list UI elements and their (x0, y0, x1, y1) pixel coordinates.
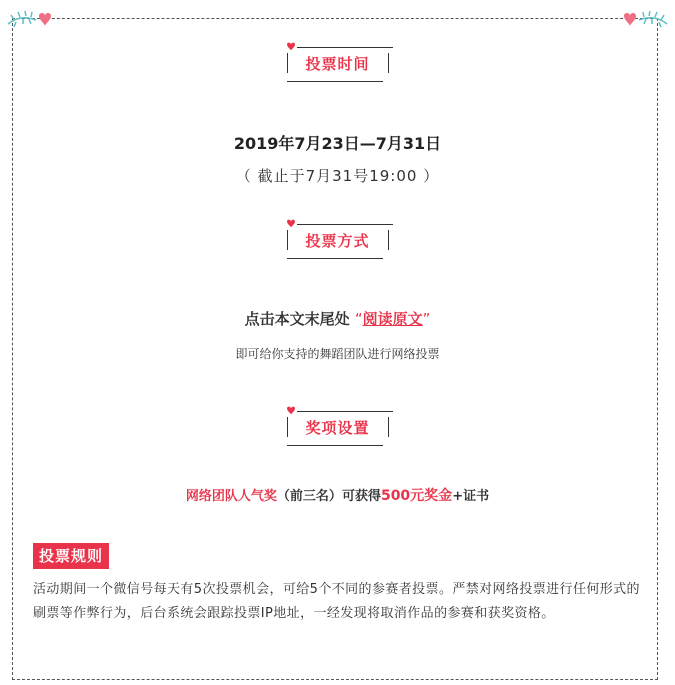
read-original-link[interactable]: 阅读原文 (362, 310, 423, 328)
section-title: 投票时间 (305, 55, 370, 73)
heart-icon (286, 41, 296, 51)
section-header-vote-method (0, 222, 675, 262)
instruction-prefix: 点击本文末尾处 (244, 310, 350, 328)
vote-subtext: 即可给你支持的舞蹈团队进行网络投票 (235, 347, 440, 361)
vote-instruction (0, 308, 675, 329)
section-title: 投票方式 (305, 232, 370, 250)
rules-label: 投票规则 (33, 543, 109, 569)
section-header-awards (0, 409, 675, 449)
award-name: 网络团队人气奖 (185, 489, 277, 504)
section-header-vote-time (0, 45, 675, 85)
heart-vine-right-icon (619, 8, 669, 30)
quote-close: ” (422, 310, 431, 328)
vote-deadline: （ 截止于7月31号19:00 ） (235, 167, 440, 185)
heart-icon (286, 405, 296, 415)
heart-vine-left-icon (6, 8, 56, 30)
vote-date-range: 2019年7月23日—7月31日 (233, 134, 442, 153)
heart-icon (286, 218, 296, 228)
award-rank: （前三名） (276, 489, 342, 504)
award-get: 可获得 (341, 489, 381, 504)
quote-open: “ (354, 310, 363, 328)
award-description (0, 485, 675, 505)
rules-text: 活动期间一个微信号每天有5次投票机会，可给5个不同的参赛者投票。严禁对网络投票进行任何形式的刷票等作弊行为，后台系统会跟踪投票IP地址，一经发现将取消作品的参赛和获奖资格。 (33, 582, 640, 621)
award-amount: 500元奖金 (380, 488, 453, 504)
section-title: 奖项设置 (305, 419, 370, 437)
award-extra: +证书 (452, 489, 490, 504)
